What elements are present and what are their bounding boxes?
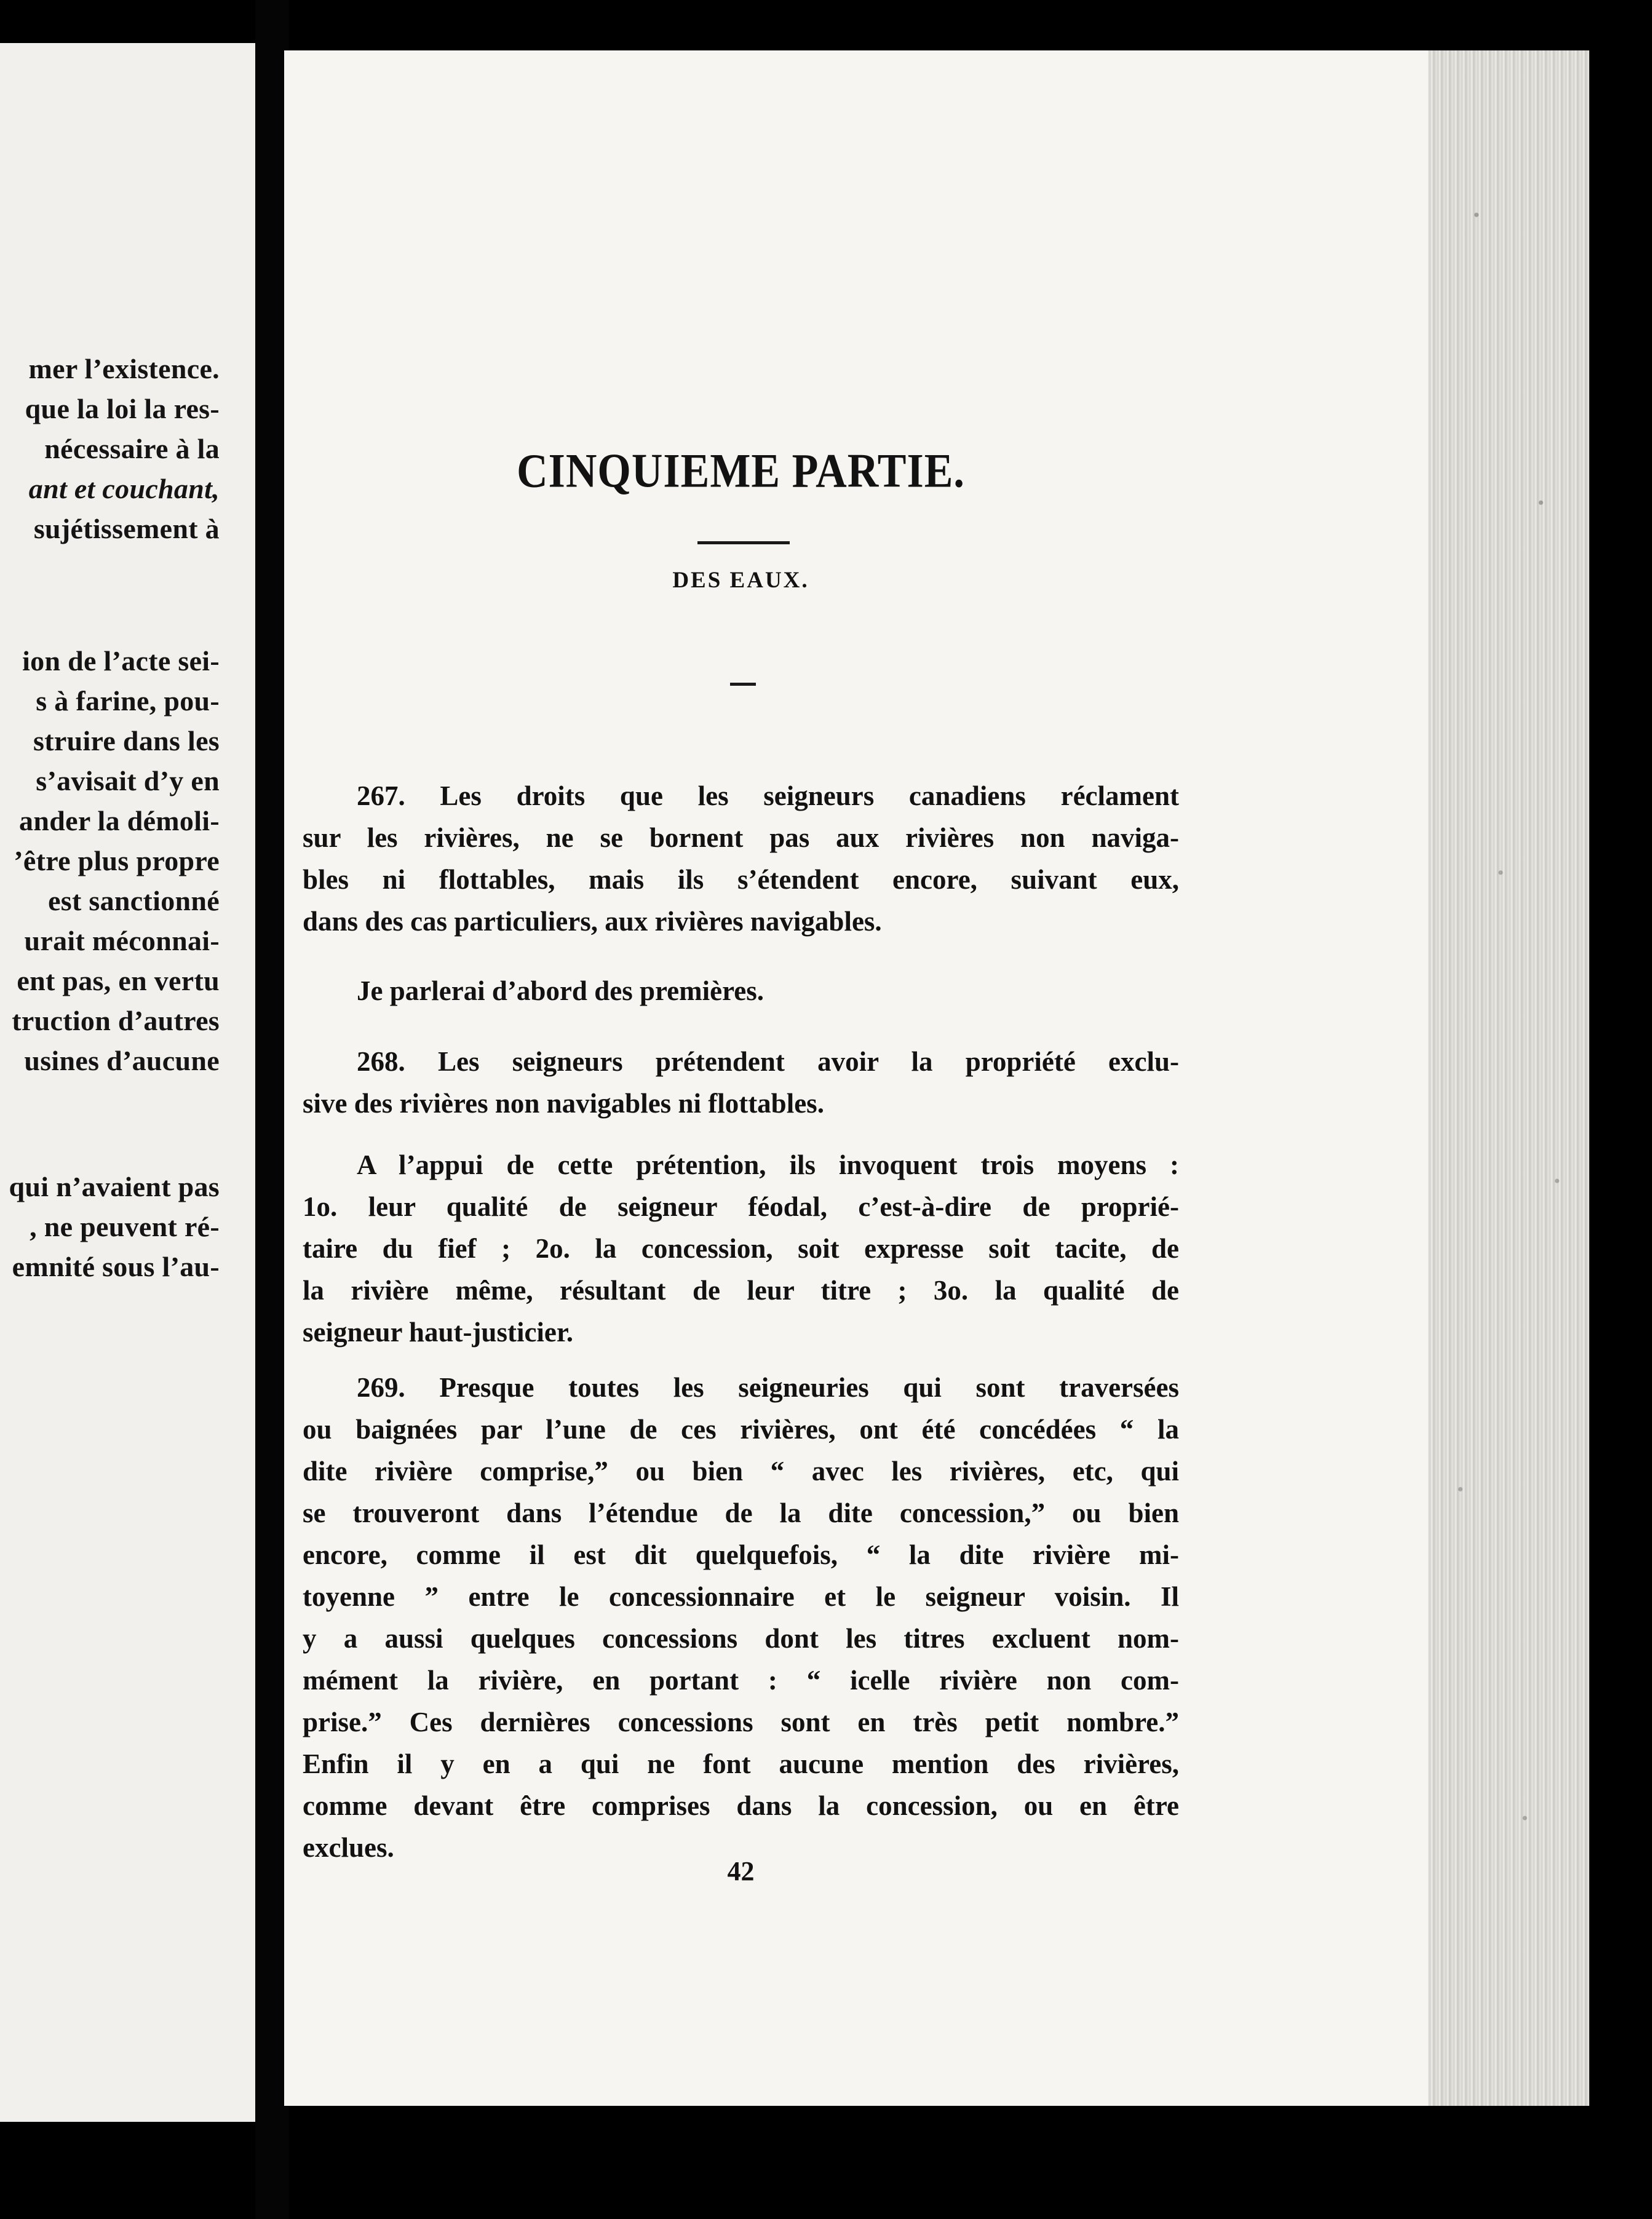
left-page [0,43,255,2122]
left-page-text-line: que la loi la res- [25,393,220,424]
text-line: sur les rivières, ne se bornent pas aux rivières non naviga- [303,822,1179,853]
text-line: taire du fief ; 2o. la concession, soit expresse soit tacite, de [303,1233,1179,1264]
text-line: comme devant être comprises dans la concession, ou en être [303,1790,1179,1821]
left-page-text-line: urait méconnai- [24,925,220,956]
page-number: 42 [727,1856,755,1886]
paragraph-267 [303,775,1179,942]
left-page-text-line: ion de l’acte sei- [22,645,220,677]
title-rule [697,541,790,544]
text-line: toyenne ” entre le concessionnaire et le seigneur voisin. Il [303,1581,1179,1612]
section-rule [730,683,756,686]
text-line: 267. Les droits que les seigneurs canadiens réclament [357,780,1179,811]
left-page-text-line: emnité sous l’au- [12,1251,220,1282]
left-page-text-line: qui n’avaient pas [9,1171,220,1202]
text-line: 269. Presque toutes les seigneuries qui sont traversées [357,1372,1179,1403]
text-line: dite rivière comprise,” ou bien “ avec les rivières, etc, qui [303,1456,1179,1487]
text-line: mément la rivière, en portant : “ icelle rivière non com- [303,1665,1179,1696]
section-title: DES EAUX. [672,568,809,593]
left-page-text-line: nécessaire à la [44,433,220,464]
text-line: ou baignées par l’une de ces rivières, ont été concédées “ la [303,1414,1179,1445]
text-line: y a aussi quelques concessions dont les titres excluent nom- [303,1623,1179,1654]
text-line: A l’appui de cette prétention, ils invoquent trois moyens : [357,1149,1179,1180]
text-line: bles ni flottables, mais ils s’étendent encore, suivant eux, [303,864,1179,895]
left-page-text-line: sujétissement à [33,513,220,544]
text-line: dans des cas particuliers, aux rivières navigables. [303,906,882,937]
left-page-text-line: ant et couchant, [28,473,220,504]
text-line: Je parlerai d’abord des premières. [357,975,764,1006]
part-title: CINQUIEME PARTIE. [517,445,965,498]
right-page [284,50,1589,2106]
left-page-text-line: struire dans les [33,725,220,756]
text-line: 268. Les seigneurs prétendent avoir la propriété exclu- [357,1046,1179,1077]
text-line: sive des rivières non navigables ni flottables. [303,1088,824,1119]
left-page-text-line: ander la démoli- [19,805,220,836]
left-page-text-line: est sanctionné [48,885,220,916]
text-line: Enfin il y en a qui ne font aucune mention des rivières, [303,1749,1179,1779]
text-line: exclues. [303,1832,394,1863]
paragraph-268 [303,1041,1179,1124]
left-page-text-line: ent pas, en vertu [17,965,220,996]
left-page-text-line: , ne peuvent ré- [30,1211,220,1242]
left-page-text-line: s’avisait d’y en [36,765,220,796]
text-line: la rivière même, résultant de leur titre ; 3o. la qualité de [303,1275,1179,1306]
page-edge-stack [1428,50,1589,2106]
paragraph-269 [303,1367,1179,1868]
left-page-text-line: ’être plus propre [14,845,220,876]
text-line: 1o. leur qualité de seigneur féodal, c’est-à-dire de proprié- [303,1191,1179,1222]
text-line: se trouveront dans l’étendue de la dite concession,” ou bien [303,1498,1179,1528]
text-line: encore, comme il est dit quelquefois, “ la dite rivière mi- [303,1539,1179,1570]
left-page-text-line: usines d’aucune [24,1045,220,1076]
left-page-text [0,43,255,2122]
text-line: seigneur haut-justicier. [303,1317,574,1348]
text-line: prise.” Ces dernières concessions sont en très petit nombre.” [303,1707,1179,1737]
left-page-text-line: mer l’existence. [28,353,220,384]
left-page-text-line: truction d’autres [12,1005,220,1036]
left-page-text-line: s à farine, pou- [36,685,220,717]
paragraph-appui [303,1144,1179,1353]
paragraph-premieres [303,970,1179,1012]
